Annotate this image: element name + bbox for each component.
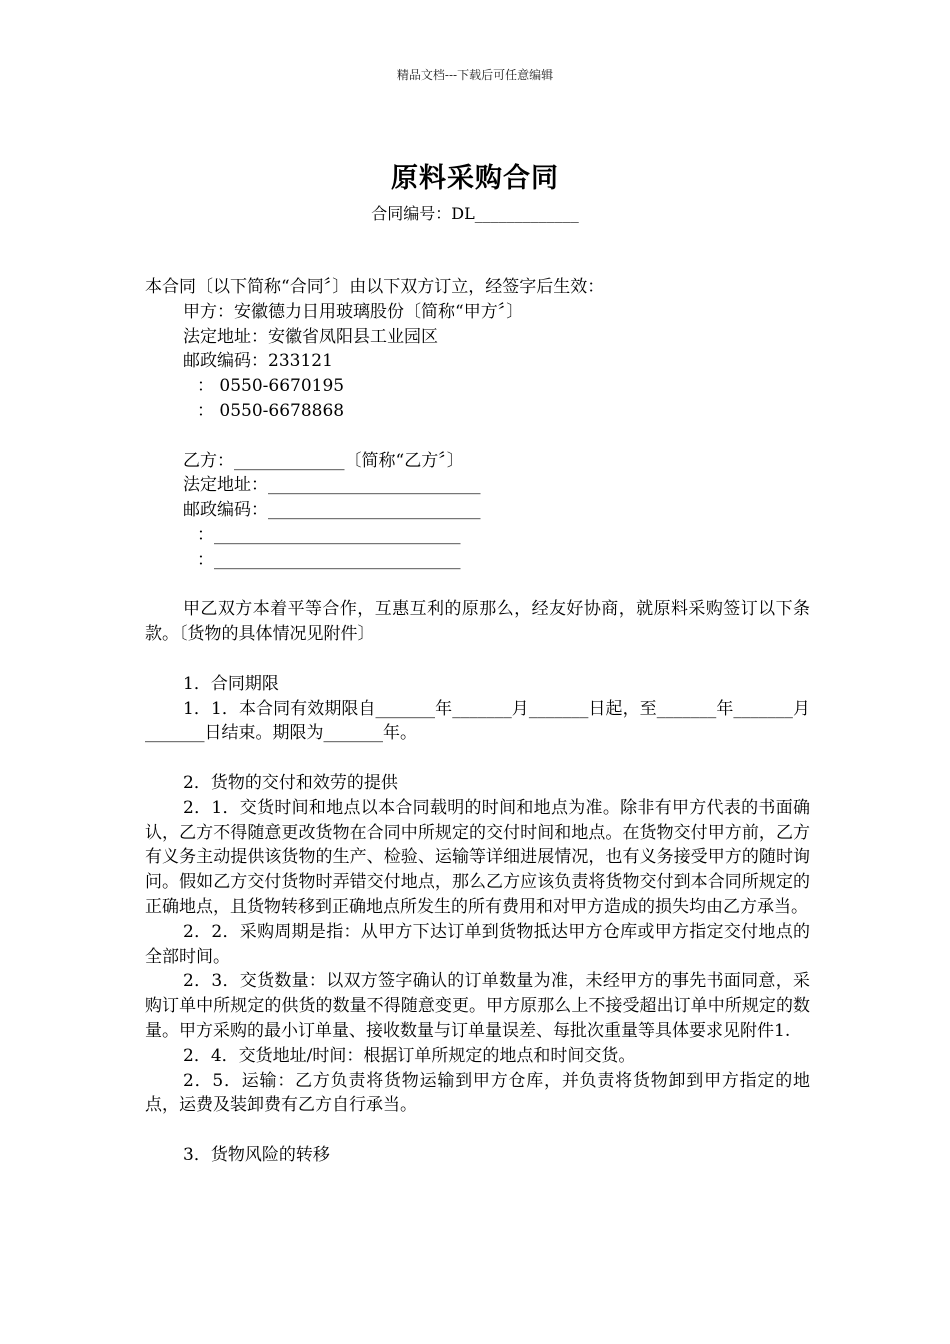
clause-2-3: 2．3．交货数量：以双方签字确认的订单数量为准，未经甲方的事先书面同意，采购订单中所规定的供货的数量不得随意变更。甲方原那么上不接受超出订单中所规定的数量。甲方采购的最小订单量、接收数量与订单量误差、每批次重量等具体要求见附件1. [145,971,810,1041]
party-b-name: 乙方：_____________〔简称“乙方〞〕 [183,450,464,471]
party-a-postcode: 邮政编码：233121 [183,351,333,372]
contract-number: 合同编号：DL_____________ [371,204,579,223]
spacer [145,573,810,598]
clause-2-5: 2．5．运输：乙方负责将货物运输到甲方仓库，并负责将货物卸到甲方指定的地点，运费及装卸费有乙方自行承当。 [145,1070,810,1116]
clause-1-1: 1．1．本合同有效期限自_______年_______月_______日起，至_______年_______月_______日结束。期限为_______年。 [145,698,810,744]
party-a-phone: ： 0550-6670195 [197,376,345,397]
intro-paragraph: 本合同〔以下简称“合同〞〕由以下双方订立，经签字后生效： [145,277,605,297]
preamble-paragraph: 甲乙双方本着平等合作，互惠互利的原那么，经友好协商，就原料采购签订以下条款。〔货物的具体情况见附件〕 [145,599,810,645]
page-header: 精品文档---下载后可任意编辑 [396,68,554,82]
clause-2-2: 2．2．采购周期是指：从甲方下达订单到货物抵达甲方仓库或甲方指定交付地点的全部时间。 [145,921,810,967]
spacer [145,424,810,449]
party-a-fax: ： 0550-6678868 [197,400,345,421]
party-a-name: 甲方：安徽德力日用玻璃股份〔简称“甲方〞〕 [183,301,524,322]
party-b-fax: ：_____________________________ [197,549,461,570]
document-title: 原料采购合同 [391,163,559,194]
section-3-title: 3．货物风险的转移 [183,1144,330,1165]
document-body [145,275,810,1168]
spacer [145,1118,810,1143]
party-b-address: 法定地址：_________________________ [183,475,481,496]
spacer [145,746,810,771]
party-b-phone: ：_____________________________ [197,524,461,545]
section-2-title: 2．货物的交付和效劳的提供 [183,772,398,793]
party-a-address: 法定地址：安徽省凤阳县工业园区 [183,326,438,347]
clause-2-1: 2．1．交货时间和地点以本合同载明的时间和地点为准。除非有甲方代表的书面确认，乙方不得随意更改货物在合同中所规定的交付时间和地点。在货物交付甲方前，乙方有义务主动提供该货物的生产、检验、运输等详细进展情况，也有义务接受甲方的随时询问。假如乙方交付货物时弄错交付地点，那么乙方应该负责将货物交付到本合同所规定的正确地点，且货物转移到正确地点所发生的所有费用和对甲方造成的损失均由乙方承当。 [145,797,810,917]
section-1-title: 1．合同期限 [183,673,279,694]
spacer [145,647,810,672]
party-b-postcode: 邮政编码：_________________________ [183,500,481,521]
clause-2-4: 2．4．交货地址/时间：根据订单所规定的地点和时间交货。 [183,1045,636,1066]
